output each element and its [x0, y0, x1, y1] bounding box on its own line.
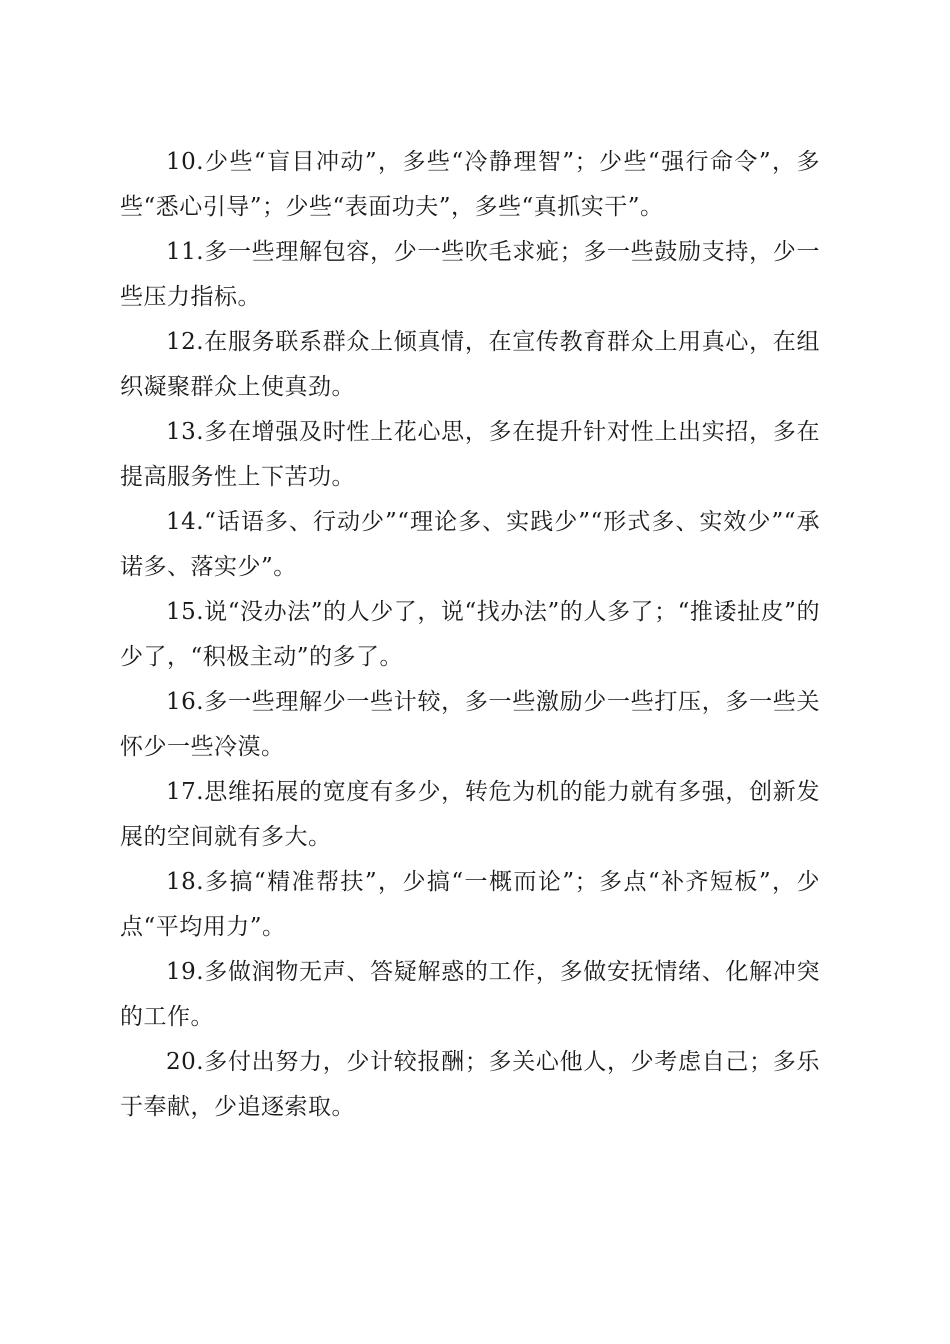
list-item-12: 12.在服务联系群众上倾真情，在宣传教育群众上用真心，在组织凝聚群众上使真劲。	[120, 329, 820, 400]
document-body	[120, 140, 820, 1130]
list-item-19: 19.多做润物无声、答疑解惑的工作，多做安抚情绪、化解冲突的工作。	[120, 959, 820, 1030]
list-item-16: 16.多一些理解少一些计较，多一些激励少一些打压，多一些关怀少一些冷漠。	[120, 689, 820, 760]
list-item-17: 17.思维拓展的宽度有多少，转危为机的能力就有多强，创新发展的空间就有多大。	[120, 779, 820, 850]
list-item-14: 14.“话语多、行动少”“理论多、实践少”“形式多、实效少”“承诺多、落实少”。	[120, 509, 820, 580]
list-item-20: 20.多付出努力，少计较报酬；多关心他人，少考虑自己；多乐于奉献，少追逐索取。	[120, 1049, 820, 1120]
list-item-18: 18.多搞“精准帮扶”，少搞“一概而论”；多点“补齐短板”，少点“平均用力”。	[120, 869, 820, 940]
list-item-13: 13.多在增强及时性上花心思，多在提升针对性上出实招，多在提高服务性上下苦功。	[120, 419, 820, 490]
list-item-10: 10.少些“盲目冲动”，多些“冷静理智”；少些“强行命令”，多些“悉心引导”；少些“表面功夫”，多些“真抓实干”。	[120, 149, 820, 220]
list-item-11: 11.多一些理解包容，少一些吹毛求疵；多一些鼓励支持，少一些压力指标。	[120, 239, 820, 310]
list-item-15: 15.说“没办法”的人少了，说“找办法”的人多了；“推诿扯皮”的少了，“积极主动”的多了。	[120, 599, 820, 670]
